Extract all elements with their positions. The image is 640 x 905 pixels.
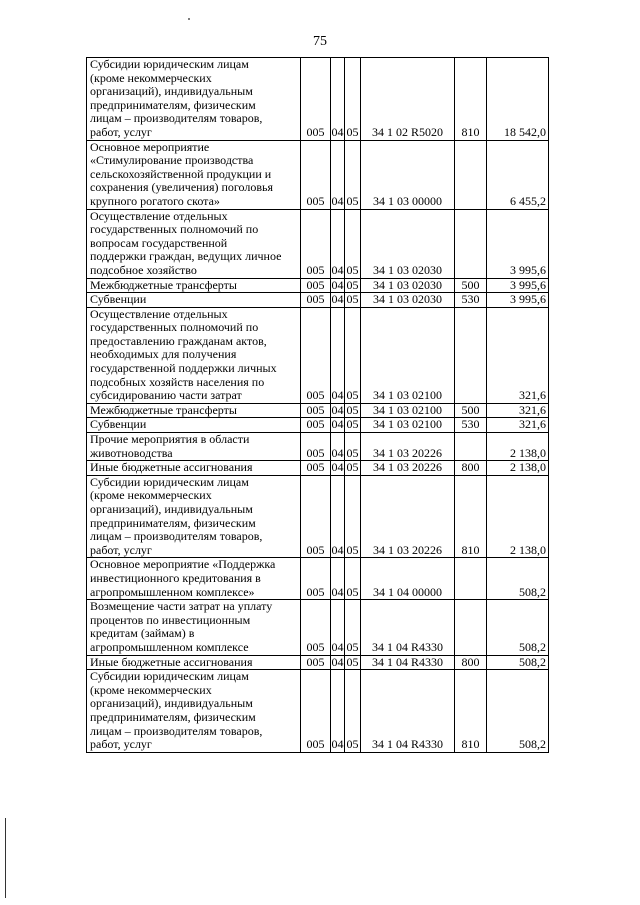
row-sum: 321,6 — [487, 403, 549, 418]
row-rz: 04 — [331, 654, 344, 669]
row-vr: 530 — [455, 293, 487, 308]
row-sum: 3 995,6 — [487, 293, 549, 308]
scan-speck — [188, 18, 190, 20]
row-vr: 810 — [455, 475, 487, 558]
row-csr: 34 1 03 02100 — [361, 418, 455, 433]
row-vr — [455, 140, 487, 209]
row-pr: 05 — [345, 670, 361, 753]
table-row — [87, 433, 549, 461]
table-row — [87, 600, 549, 655]
row-vr — [455, 307, 487, 403]
row-vr: 500 — [455, 278, 487, 293]
row-grbs: 005 — [301, 278, 331, 293]
row-sum: 321,6 — [487, 307, 549, 403]
row-rz: 04 — [331, 460, 344, 475]
row-grbs: 005 — [301, 558, 331, 600]
row-grbs: 005 — [301, 403, 331, 418]
row-name: Осуществление отдельных государственных полномочий по вопросам государственной поддержки граждан, ведущих личное подсобное хозяйство — [87, 209, 301, 278]
row-grbs: 005 — [301, 58, 331, 141]
row-name: Иные бюджетные ассигнования — [87, 461, 301, 476]
row-grbs: 005 — [301, 670, 331, 753]
row-vr — [455, 600, 487, 655]
row-vr: 800 — [455, 461, 487, 476]
row-csr: 34 1 03 20226 — [361, 433, 455, 461]
row-csr: 34 1 03 20226 — [361, 475, 455, 558]
row-name: Субсидии юридическим лицам (кроме некоммерческих организаций), индивидуальным предпринимателям, физическим лицам – производителям товаров, работ, услуг — [87, 58, 301, 141]
row-grbs: 005 — [301, 655, 331, 670]
row-pr: 05 — [346, 417, 359, 432]
row-grbs: 005 — [301, 209, 331, 278]
row-pr: 05 — [346, 654, 359, 669]
table-row — [87, 418, 549, 433]
row-sum: 18 542,0 — [487, 58, 549, 141]
row-name: Прочие мероприятия в области животноводства — [87, 433, 301, 461]
row-vr: 800 — [455, 655, 487, 670]
row-rz: 04 — [331, 670, 345, 753]
row-name: Основное мероприятие «Стимулирование производства сельскохозяйственной продукции и сохранения (увеличения) поголовья крупного рогатого скота» — [87, 140, 301, 209]
row-vr: 500 — [455, 403, 487, 418]
row-sum: 2 138,0 — [487, 433, 549, 461]
row-grbs: 005 — [301, 475, 331, 558]
row-csr: 34 1 03 02030 — [361, 293, 455, 308]
budget-table — [86, 57, 549, 753]
table-row — [87, 209, 549, 278]
row-rz: 04 — [331, 417, 344, 432]
row-rz: 04 — [331, 58, 345, 141]
table-row — [87, 140, 549, 209]
row-sum: 6 455,2 — [487, 140, 549, 209]
row-sum: 2 138,0 — [487, 475, 549, 558]
table-row — [87, 655, 549, 670]
row-vr: 810 — [455, 670, 487, 753]
row-name: Межбюджетные трансферты — [87, 278, 301, 293]
table-row — [87, 293, 549, 308]
row-name: Возмещение части затрат на уплату процентов по инвестиционным кредитам (займам) в агропромышленном комплексе — [87, 600, 301, 655]
row-sum: 3 995,6 — [487, 278, 549, 293]
row-name: Иные бюджетные ассигнования — [87, 655, 301, 670]
row-name: Осуществление отдельных государственных полномочий по предоставлению гражданам актов, необходимых для получения государственной поддержки личных подсобных хозяйств населения по субсидированию части затрат — [87, 307, 301, 403]
row-pr: 05 — [346, 292, 359, 307]
row-csr: 34 1 02 R5020 — [361, 58, 455, 141]
row-sum: 321,6 — [487, 418, 549, 433]
row-grbs: 005 — [301, 140, 331, 209]
row-sum: 508,2 — [487, 655, 549, 670]
row-vr: 530 — [455, 418, 487, 433]
row-pr: 05 — [345, 433, 361, 461]
row-pr: 05 — [346, 402, 359, 417]
row-name: Основное мероприятие «Поддержка инвестиционного кредитования в агропромышленном комплексе» — [87, 558, 301, 600]
row-sum: 508,2 — [487, 558, 549, 600]
row-grbs: 005 — [301, 461, 331, 476]
row-pr: 05 — [345, 209, 361, 278]
row-rz: 04 — [331, 140, 345, 209]
row-rz: 04 — [331, 307, 345, 403]
row-rz: 04 — [331, 277, 344, 292]
row-csr: 34 1 03 02030 — [361, 278, 455, 293]
row-vr — [455, 558, 487, 600]
row-sum: 508,2 — [487, 670, 549, 753]
row-csr: 34 1 04 R4330 — [361, 670, 455, 753]
row-name: Субсидии юридическим лицам (кроме некоммерческих организаций), индивидуальным предпринимателям, физическим лицам – производителям товаров, работ, услуг — [87, 475, 301, 558]
row-grbs: 005 — [301, 307, 331, 403]
row-pr: 05 — [346, 460, 359, 475]
row-rz: 04 — [331, 292, 344, 307]
row-name: Межбюджетные трансферты — [87, 403, 301, 418]
row-rz: 04 — [331, 433, 345, 461]
row-csr: 34 1 03 20226 — [361, 461, 455, 476]
row-name: Субсидии юридическим лицам (кроме некоммерческих организаций), индивидуальным предпринимателям, физическим лицам – производителям товаров, работ, услуг — [87, 670, 301, 753]
row-csr: 34 1 04 00000 — [361, 558, 455, 600]
row-grbs: 005 — [301, 433, 331, 461]
row-name: Субвенции — [87, 418, 301, 433]
row-vr — [455, 433, 487, 461]
row-vr: 810 — [455, 58, 487, 141]
table-row — [87, 461, 549, 476]
table-row — [87, 58, 549, 141]
row-vr — [455, 209, 487, 278]
row-csr: 34 1 04 R4330 — [361, 655, 455, 670]
table-row — [87, 558, 549, 600]
row-pr: 05 — [345, 140, 361, 209]
table-row — [87, 670, 549, 753]
page-number: 75 — [313, 34, 327, 49]
row-rz: 04 — [331, 475, 345, 558]
row-csr: 34 1 03 00000 — [361, 140, 455, 209]
margin-line — [5, 818, 6, 898]
row-pr: 05 — [345, 558, 361, 600]
table-row — [87, 278, 549, 293]
row-csr: 34 1 03 02100 — [361, 307, 455, 403]
table-row — [87, 403, 549, 418]
row-csr: 34 1 03 02100 — [361, 403, 455, 418]
table-row — [87, 307, 549, 403]
row-rz: 04 — [331, 600, 345, 655]
row-sum: 2 138,0 — [487, 461, 549, 476]
row-pr: 05 — [345, 475, 361, 558]
row-pr: 05 — [345, 307, 361, 403]
row-csr: 34 1 03 02030 — [361, 209, 455, 278]
row-rz: 04 — [331, 558, 345, 600]
row-grbs: 005 — [301, 418, 331, 433]
table-row — [87, 475, 549, 558]
row-grbs: 005 — [301, 293, 331, 308]
row-rz: 04 — [331, 209, 345, 278]
row-pr: 05 — [346, 277, 359, 292]
row-csr: 34 1 04 R4330 — [361, 600, 455, 655]
row-sum: 508,2 — [487, 600, 549, 655]
row-grbs: 005 — [301, 600, 331, 655]
row-pr: 05 — [345, 58, 361, 141]
row-sum: 3 995,6 — [487, 209, 549, 278]
row-name: Субвенции — [87, 293, 301, 308]
row-rz: 04 — [331, 402, 344, 417]
row-pr: 05 — [345, 600, 361, 655]
